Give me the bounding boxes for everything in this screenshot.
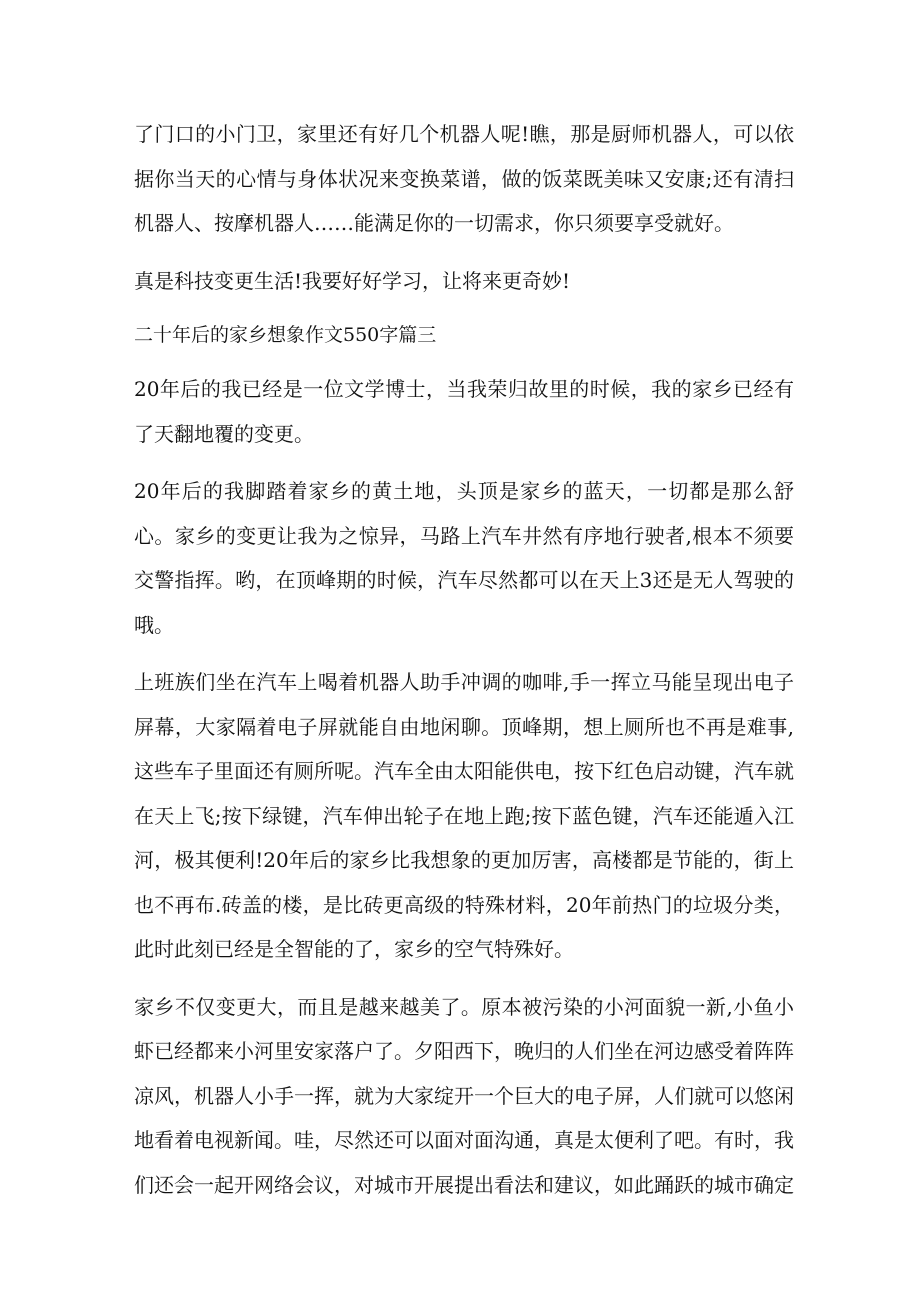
paragraph-doctor-return: 20年后的我已经是一位文学博士，当我荣归故里的时候，我的家乡已经有了天翻地覆的变更。 [134, 377, 794, 446]
paragraph-tech-change: 真是科技变更生活!我要好好学习，让将来更奇妙! [134, 268, 571, 293]
paragraph-hometown-roads: 20年后的我脚踏着家乡的黄土地，头顶是家乡的蓝天，一切都是那么舒心。家乡的变更让我为之惊异，马路上汽车井然有序地行驶者,根本不须要交警指挥。哟，在顶峰期的时候，汽车尽然都可以在天上3还是无人驾驶的哦。 [134, 479, 794, 637]
section-title: 二十年后的家乡想象作文550字篇三 [134, 324, 437, 346]
document-body [134, 112, 794, 1220]
paragraph-robots: 了门口的小门卫，家里还有好几个机器人呢!瞧，那是厨师机器人，可以依据你当天的心情与身体状况来变换菜谱，做的饭菜既美味又安康;还有清扫机器人、按摩机器人……能满足你的一切需求，你只须要享受就好。 [134, 122, 794, 235]
paragraph-river: 家乡不仅变更大，而且是越来越美了。原本被污染的小河面貌一新,小鱼小虾已经都来小河里安家落户了。夕阳西下，晚归的人们坐在河边感受着阵阵凉风，机器人小手一挥，就为大家绽开一个巨大的电子屏，人们就可以悠闲地看着电视新闻。哇，尽然还可以面对面沟通，真是太便利了吧。有时，我们还会一起开网络会议，对城市开展提出看法和建议，如此踊跃的城市确定 [134, 994, 794, 1197]
paragraph-commuters: 上班族们坐在汽车上喝着机器人助手冲调的咖啡,手一挥立马能呈现出电子屏幕，大家隔着电子屏就能自由地闲聊。顶峰期，想上厕所也不再是难事,这些车子里面还有厕所呢。汽车全由太阳能供电，按下红色启动键，汽车就在天上飞;按下绿键，汽车伸出轮子在地上跑;按下蓝色键，汽车还能遁入江河，极其便利!20年后的家乡比我想象的更加厉害，高楼都是节能的，街上也不再布.砖盖的楼，是比砖更高级的特殊材料，20年前热门的垃圾分类，此时此刻已经是全智能的了，家乡的空气特殊好。 [134, 670, 794, 961]
